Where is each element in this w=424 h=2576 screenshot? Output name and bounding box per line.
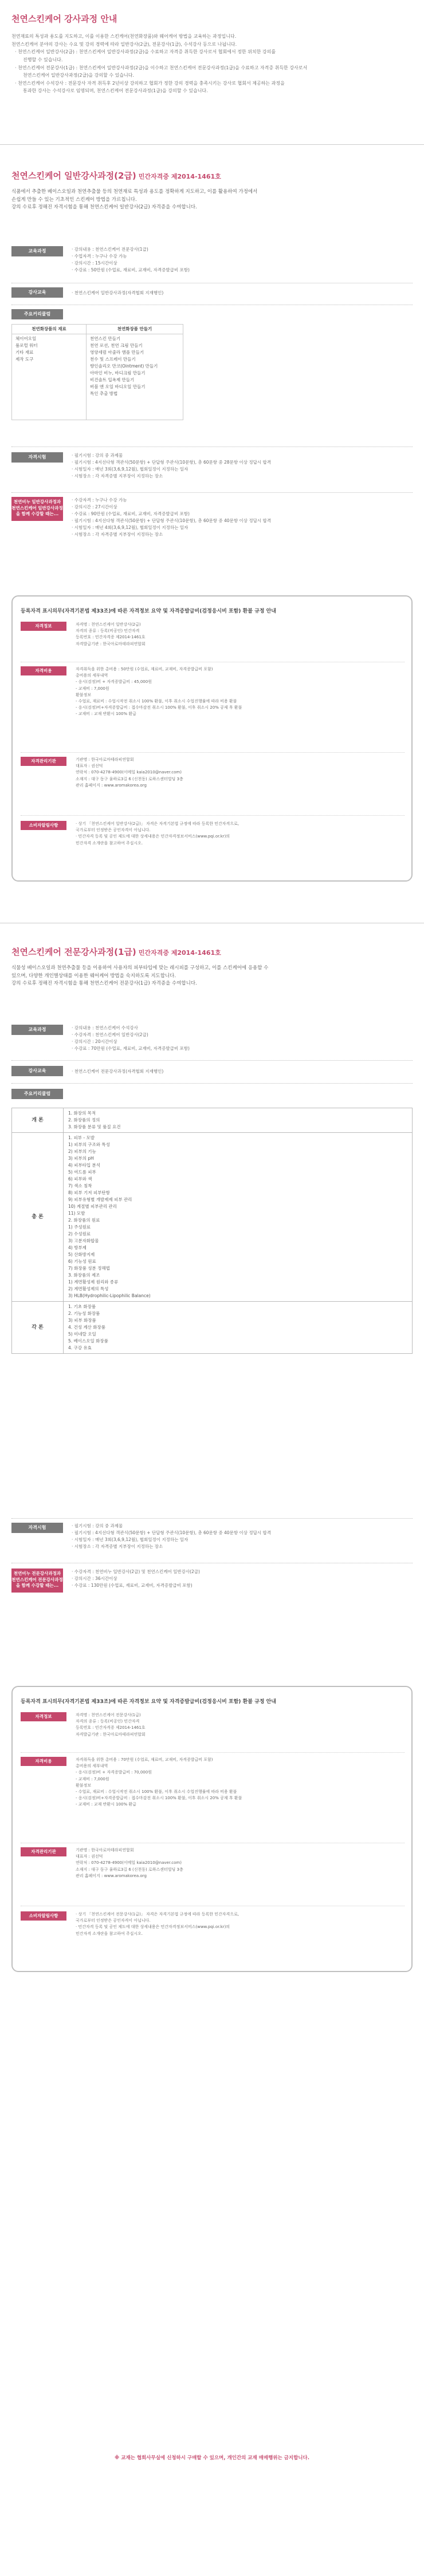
curriculum-item: 1) 피부의 구조와 특성 [68, 1142, 110, 1147]
cert-info-line: 자격의 종류 : 등록(비공인) 민간자격 [76, 629, 140, 634]
cert-cost-line: 총비용의 세부내역 [76, 673, 108, 678]
combo-line: · 수강료 : 90만원 (수업료, 재료비, 교재비, 자격증발급비 포함) [72, 511, 190, 516]
course2-edu-label: 교육과정 [11, 246, 63, 256]
exam-line: · 필기시험 : 4지선다형 객관식(50문항) + 단답형 주관식(10문항), 총 60문항 중 28문항 이상 정답시 합격 [72, 460, 271, 465]
exam-line: · 시험장소 : 각 자격증별 지부장이 지정하는 장소 [72, 473, 163, 479]
curriculum-row [12, 1302, 413, 1354]
edu-line: · 강의내용 : 천연스킨케어 수석강사 [72, 1025, 138, 1030]
curr-head-materials: 천연화장품의 재료 [12, 325, 87, 334]
row-divider [21, 1752, 405, 1753]
cert-info-line: 자격발급기관 : 한국아로마테라피연합회 [76, 641, 146, 646]
course1-edu-values [72, 1025, 413, 1052]
combo-line: · 시험장소 : 각 자격증별 지부장이 지정하는 장소 [72, 532, 163, 537]
course1-exam-row [11, 1523, 413, 1549]
course2-lecturer-value: · 천연스킨케어 일반강사과정(자격협회 지재행인) [72, 290, 164, 295]
exam-line: · 시험일자 : 매년 3회(3,6,9,12월), 협회일정이 지정하는 일자 [72, 1537, 189, 1542]
course1-exam-values [72, 1523, 413, 1550]
intro-line: · 천연스킨케어 일반강사(2급) : 천연스킨케어 일반강사과정(2급)을 수료하고 자격증 취득한 강사로서 협회에서 정한 위치한 강의를 [15, 49, 276, 55]
curriculum-row [12, 1133, 413, 1302]
cert-notice-row [21, 821, 405, 867]
cert-info-row [21, 622, 405, 662]
cert-box-title: 등록자격 표시의무(자격기본법 제33조)에 따른 자격정보 요약 및 자격증발급비(검정응시비 포함) 환불 규정 안내 [21, 609, 276, 614]
curriculum-item: 4) 방부제 [68, 1245, 87, 1250]
cert-cost-line: - 응시(검정)비 + 자격증발급비 : 70,000원 [76, 1770, 152, 1775]
course1-edu-row [11, 1025, 413, 1051]
combo-line: · 강의시간 : 36시간이상 [72, 1576, 117, 1581]
curriculum-category: 개 론 [12, 1108, 64, 1133]
curriculum-item: 4) 피부타입 분석 [68, 1163, 100, 1168]
curriculum-item: 1. 기초 화장품 [68, 1304, 96, 1309]
cert-notice-label: 소비자알림사항 [21, 821, 66, 830]
cert-cost-label: 자격비용 [21, 666, 66, 675]
intro-line: 천연재료의 특성과 용도를 지도하고, 이를 이용한 스킨케어(천연화장품)와 웨어케어 방법을 교육하는 과정입니다. [11, 34, 237, 39]
curriculum-item: 6) 피부와 색 [68, 1176, 92, 1182]
curriculum-item: 2) 계면활성제의 특성 [68, 1286, 109, 1291]
cert-info-line: 자격발급기관 : 한국아로마테라피연합회 [76, 1732, 146, 1737]
cert-cost-line: - 수업료, 재료비 : 수업시작전 취소시 100% 환불, 이후 취소시 수업진행률에 따라 비용 환불 [76, 1789, 237, 1794]
course1-header [11, 946, 413, 988]
cert-notice-line: · 상기 「천연스킨케어 전문강사(1급)」 자격은 자격기본법 규정에 따라 등록한 민간자격으로, [76, 1912, 240, 1917]
exam-line: · 필기시험 : 4지선다형 객관식(50문항) + 단답형 주관식(10문항), 총 60문항 중 40문항 이상 정답시 합격 [72, 1530, 271, 1535]
desc-line: 식물성 베이스오일과 천연추출물 등을 이용하여 사용자의 피부타입에 맞는 레시피를 구성하고, 이를 스킨케어에 응용할 수 [11, 965, 269, 971]
combo-line: · 시험일자 : 매년 4회(3,6,9,12월), 협회일정이 지정하는 일자 [72, 525, 189, 530]
cert-org-line: 소재지 : 대구 동구 율하로3길 6 (신천동) 로하스센터빌딩 3층 [76, 1867, 183, 1872]
cert-info-line: 자격명 : 천연스킨케어 일반강사(2급) [76, 622, 141, 627]
course1-cert: 민간자격증 제2014-1461호 [138, 949, 221, 957]
intro-line: 천연스킨케어 일반강사과정(2급)을 강의할 수 있습니다. [23, 73, 135, 78]
curriculum-item: 9) 피부유형별 개발제제 피부 관리 [68, 1197, 132, 1202]
cert-org-line: 관리 홈페이지 : www.aromakorea.org [76, 783, 147, 788]
curriculum-item: 5) 산화방지제 [68, 1252, 95, 1257]
course1-curriculum-row [11, 1089, 413, 1099]
course2-edu-row [11, 246, 413, 272]
intro-line: · 천연스킨케어 전문강사(1급) : 천연스킨케어 일반강사과정(2급)을 이수하고 천연스킨케어 전문강사과정(1급)을 수료하고 자격증 취득한 강사로서 [15, 65, 308, 70]
intro-line: 진행할 수 있습니다. [23, 57, 63, 63]
cert-cost-line: - 수업료, 재료비 : 수업시작전 취소시 100% 환불, 이후 취소시 수업진행률에 따라 비용 환불 [76, 698, 237, 704]
cert-notice-row [21, 1911, 405, 1957]
intro-line: · 천연스킨케어 수석강사 : 전문강사 자격 취득후 2년이상 강의하고 협회가 정한 강의 경력을 충족시키는 강사로 협회서 제공하는 과정을 [15, 80, 285, 86]
course2-combo-label: 천연비누 일반강사과정과 천연스킨케어 일반강사과정을 함께 수강할 때는... [11, 497, 63, 521]
edu-line: · 강의시간 : 20시간이상 [72, 1039, 117, 1044]
curriculum-item: 1. 피부 - 모발 [68, 1135, 95, 1140]
cert-org-row [21, 1847, 405, 1905]
curriculum-item: 1. 화장의 목적 [68, 1111, 96, 1116]
cert-info-values [76, 1712, 405, 1738]
curr-making-list [87, 334, 183, 420]
exam-line: · 시험장소 : 각 자격증별 지부장이 지정하는 장소 [72, 1544, 163, 1549]
cert-org-line: 기관명 : 한국아로마테라피연합회 [76, 1848, 134, 1852]
curr-making-item: 천수 및 스프레이 만들기 [90, 357, 136, 362]
cert-org-values [76, 1847, 405, 1879]
curriculum-item: 4. 건성 계산 화장품 [68, 1325, 106, 1330]
curriculum-items [64, 1133, 413, 1302]
cert-org-label: 자격관리기관 [21, 1847, 66, 1856]
curr-material-item: 기타 재료 [15, 350, 34, 355]
cert-cost-line: 환불정보 [76, 1783, 92, 1788]
combo-line: · 수강료 : 130만원 (수업료, 재료비, 교재비, 자격증발급비 포함) [72, 1583, 193, 1588]
course1-edu-label: 교육과정 [11, 1025, 63, 1035]
course2-combo-row [11, 497, 413, 537]
row-divider [11, 492, 413, 493]
course1-lecturer-row [11, 1066, 413, 1076]
curriculum-item: 2. 화장품의 정의 [68, 1117, 100, 1123]
exam-line: · 필기시험 : 강의 중 과제물 [72, 1523, 123, 1528]
curriculum-item: 2) 피부의 기능 [68, 1149, 96, 1154]
cert-cost-row [21, 1757, 405, 1843]
curr-making-item: 버블 앤 오일 바디오일 만들기 [90, 384, 146, 389]
intro-section [0, 0, 424, 95]
curriculum-item: 10) 계절별 피부관리 관리 [68, 1204, 117, 1209]
curr-making-item: 특인 추출 방법 [90, 391, 118, 396]
cert-org-label: 자격관리기관 [21, 757, 66, 766]
curriculum-items [64, 1108, 413, 1133]
course1-combo-label: 천연비누 전문강사과정과 천연스킨케어 전문강사과정을 함께 수강할 때는... [11, 1568, 63, 1593]
curr-making-item: 천연 로션, 천연 크림 만들기 [90, 343, 143, 348]
cert-org-line: 연락처 : 070-4278-4900(이메일 kaia2010@naver.com) [76, 770, 182, 775]
cert-cost-line: - 교재비 : 7,000원 [76, 1776, 109, 1781]
curr-materials-list [12, 334, 87, 420]
course2-curriculum-table [11, 324, 183, 420]
desc-line: 있으며, 다양한 개인별상태를 이용한 웨어케어 방법을 숙지하도록 지도합니다. [11, 973, 176, 979]
cert-cost-line: - 교재비 : 7,000원 [76, 686, 109, 691]
combo-line: · 수강자격 : 누구나 수강 가능 [72, 497, 127, 503]
cert-box-title: 등록자격 표시의무(자격기본법 제33조)에 따른 자격정보 요약 및 자격증발급비(검정응시비 포함) 환불 규정 안내 [21, 1699, 276, 1705]
curr-head-making: 천연화장품 만들기 [87, 325, 183, 334]
course1-title [11, 946, 413, 959]
combo-line: · 수강자격 : 천연비누 일반강사(2급) 및 천연스킨케어 일반강사(2급) [72, 1569, 200, 1574]
course2-exam-values [72, 452, 413, 480]
course1-curriculum-table [11, 1108, 413, 1354]
intro-text [11, 33, 413, 95]
cert-cost-line: 자격취득을 위한 총비용 : 70만원 (수업료, 재료비, 교재비, 자격증발급비 포함) [76, 1757, 213, 1762]
curriculum-item: 3. 화장품의 제조 [68, 1273, 100, 1278]
cert-info-label: 자격정보 [21, 622, 66, 631]
course2-header [11, 169, 413, 212]
cert-cost-line: 환불정보 [76, 692, 92, 697]
cert-cost-line: - 응시(검정)비+자격증발급비 : 접수마감전 취소시 100% 환불, 이후 취소시 20% 공제 후 환불 [76, 1796, 242, 1801]
edu-line: · 수강자격 : 천연스킨케어 일반강사(2급) [72, 1032, 148, 1037]
exam-line: · 시험일자 : 매년 3회(3,6,9,12월), 협회일정이 지정하는 일자 [72, 467, 189, 472]
course2-title [11, 169, 413, 183]
edu-line: · 수강료 : 70만원 (수업료, 재료비, 교재비, 자격증발급비 포함) [72, 1046, 190, 1051]
curr-making-item: 영양세럼 아줄라 앰플 만들기 [90, 350, 144, 355]
cert-cost-values [76, 1757, 405, 1808]
cert-info-line: 자격명 : 천연스킨케어 전문강사(1급) [76, 1713, 141, 1717]
cert-cost-line: - 응시(검정)비+자격증발급비 : 접수마감전 취소시 100% 환불, 이후 취소시 20% 공제 후 환불 [76, 705, 242, 710]
desc-line: 식품에서 추출한 베이스오일과 천연추출물 등의 천연재료 특성과 용도를 정확하게 지도하고, 이를 활용하여 가정에서 [11, 189, 258, 195]
cert-cost-line: - 교재비 : 교재 반환시 100% 환급 [76, 1802, 136, 1807]
desc-line: 손쉽게 만들 수 있는 기초적인 스킨케어 방법을 가르칩니다. [11, 196, 137, 203]
cert-org-line: 연락처 : 070-4278-4900(이메일 kaia2010@naver.com) [76, 1860, 182, 1866]
course1-combo-values [72, 1568, 413, 1589]
cert-info-box-2 [11, 595, 413, 882]
curr-making-item: 향인솔리오 만코(Ointment) 만들기 [90, 364, 158, 369]
cert-notice-line: 민간자격 소개란을 참고하여 주십시오. [76, 1931, 143, 1936]
cert-info-line: 등록번호 : 민간자격증 제2014-1461호 [76, 635, 146, 640]
course2-exam-row [11, 452, 413, 479]
curriculum-item: 3) 피부 화장품 [68, 1318, 96, 1323]
curriculum-item: 2. 기능성 화장품 [68, 1311, 100, 1316]
cert-notice-label: 소비자알림사항 [21, 1911, 66, 1921]
curr-making-item: 비건솔트 입욕제 만들기 [90, 377, 135, 382]
intro-line: 통과한 강사는 수석강사로 임명되며, 천연스킨케어 전문강사과정(1급)을 강의할 수 있습니다. [23, 88, 208, 94]
row-divider [11, 1060, 413, 1061]
curriculum-item: 8) 피부 기저 피부탄함 [68, 1190, 110, 1195]
course1-lecturer-value: · 천연스킨케어 전문강사과정(자격협회 지재행인) [72, 1069, 164, 1074]
curriculum-category: 총 론 [12, 1133, 64, 1302]
course1-title-text: 천연스킨케어 전문강사과정(1급) [11, 947, 136, 957]
cert-cost-line: - 응시(검정)비 + 자격증발급비 : 45,000원 [76, 679, 152, 685]
cert-notice-values [76, 821, 405, 847]
course2-cert: 민간자격증 제2014-1461호 [138, 173, 221, 180]
cert-info-row [21, 1712, 405, 1752]
footnote: ※ 교재는 협회사무실에 신청하시 구매할 수 있으며, 개인간의 교재 매매행위는 금지합니다. [115, 2455, 309, 2461]
course1-combo-row [11, 1568, 413, 1593]
edu-line: · 강의시간 : 15시간이상 [72, 260, 117, 266]
curriculum-item: 6) 기능성 원료 [68, 1259, 96, 1264]
desc-line: 강의 수료후 정해진 자격시험을 통해 천연스킨케어 전문강사(1급) 자격증을 수여합니다. [11, 981, 197, 987]
intro-line: 천연스킨케어 분야의 강사는 수요 및 강의 경력에 따라 일반강사(2급), 전문강사(1급), 수석강사 등으로 나뉩니다. [11, 41, 237, 47]
course2-curriculum-row [11, 309, 413, 420]
curriculum-item: 3. 화장품 분류 및 품질 요건 [68, 1124, 121, 1129]
cert-info-label: 자격정보 [21, 1712, 66, 1721]
row-divider [11, 1518, 413, 1519]
cert-notice-line: 국가로부터 인정받은 공인자격이 아닙니다. [76, 828, 151, 833]
cert-notice-values [76, 1911, 405, 1937]
cert-notice-line: · 상기 「천연스킨케어 일반강사(2급)」 자격은 자격기본법 규정에 따라 등록한 민간자격으로, [76, 821, 240, 826]
edu-line: · 강의내용 : 천연스킨케어 전문강사(1급) [72, 247, 148, 252]
edu-line: · 수강료 : 50만원 (수업료, 재료비, 교재비, 자격증발급비 포함) [72, 267, 190, 272]
cert-cost-label: 자격비용 [21, 1757, 66, 1766]
cert-info-line: 자격의 종류 : 등록(비공인) 민간자격 [76, 1719, 140, 1724]
cert-cost-line: - 교재비 : 교재 반환시 100% 환급 [76, 712, 136, 717]
curriculum-item: 3) HLB(Hydrophilic-Lipophilic Balance) [68, 1293, 151, 1298]
curriculum-item: 7) 색소 침착 [68, 1183, 92, 1188]
course2-edu-values [72, 246, 413, 274]
curriculum-item: 5) 여드름 피부 [68, 1170, 96, 1175]
course2-title-text: 천연스킨케어 일반강사과정(2급) [11, 171, 136, 181]
exam-line: · 필기시험 : 강의 중 과제물 [72, 453, 123, 458]
cert-org-line: 대표자 : 권선덕 [76, 1854, 103, 1859]
cert-cost-row [21, 666, 405, 752]
curriculum-item: 1) 계면활성제 원리와 종류 [68, 1279, 119, 1285]
row-divider [11, 1083, 413, 1084]
curr-making-item: 아마인 비누, 바디크림 만들기 [90, 370, 146, 376]
curr-material-item: 품로럴 워터 [15, 343, 38, 348]
row-divider [21, 752, 405, 753]
cert-org-line: 대표자 : 권선덕 [76, 764, 103, 769]
combo-line: · 강의시간 : 27시간이상 [72, 504, 117, 509]
cert-cost-line: 자격취득을 위한 총비용 : 50만원 (수업료, 재료비, 교재비, 자격증발급비 포함) [76, 667, 213, 671]
cert-org-line: 기관명 : 한국아로마테라피연합회 [76, 757, 134, 762]
row-divider [21, 815, 405, 816]
course2-curriculum-label: 주요커리큘럼 [11, 309, 63, 319]
course2-exam-label: 자격시험 [11, 452, 63, 463]
course2-description [11, 188, 413, 212]
curriculum-item: 7) 화장품 성분 정해법 [68, 1266, 110, 1271]
cert-org-line: 관리 홈페이지 : www.aromakorea.org [76, 1873, 147, 1878]
curriculum-item: 3) 피부의 pH [68, 1156, 94, 1161]
cert-info-values [76, 622, 405, 647]
course1-lecturer-label: 강사교육 [11, 1066, 63, 1076]
cert-cost-line: 총비용의 세부내역 [76, 1764, 108, 1769]
cert-org-line: 소재지 : 대구 동구 율하로3길 6 (신천동) 로하스센터빌딩 3층 [76, 776, 183, 781]
curr-material-item: 제작 도구 [15, 357, 34, 362]
curriculum-item: 5) 미네랄 오일 [68, 1332, 96, 1337]
cert-notice-line: · 민간자격 등록 및 공인 제도에 대한 상세내용은 민간자격정보서비스(www.pqi.or.kr)의 [76, 1925, 230, 1930]
curriculum-item: 2. 화장품의 원료 [68, 1218, 100, 1223]
cert-notice-line: · 민간자격 등록 및 공인 제도에 대한 상세내용은 민간자격정보서비스(www.pqi.or.kr)의 [76, 834, 230, 839]
curriculum-item: 11) 모발 [68, 1211, 85, 1216]
course2-combo-values [72, 497, 413, 538]
cert-info-line: 등록번호 : 민간자격증 제2014-1461호 [76, 1725, 146, 1730]
course1-description [11, 965, 413, 988]
curriculum-item: 5. 베이스오일 화장품 [68, 1338, 108, 1344]
course2-lecturer-label: 강사교육 [11, 287, 63, 298]
course1-exam-label: 자격시험 [11, 1523, 63, 1533]
curriculum-item: 2) 수성원료 [68, 1231, 91, 1236]
section-divider [0, 144, 424, 145]
curr-making-item: 천연스킨 만들기 [90, 336, 121, 341]
cert-org-values [76, 757, 405, 789]
combo-line: · 필기시험 : 4지선다형 객관식(50문항) + 단답형 주관식(10문항), 총 60문항 중 40문항 이상 정답시 합격 [72, 518, 271, 523]
cert-notice-line: 민간자격 소개란을 참고하여 주십시오. [76, 840, 143, 846]
curriculum-items [64, 1302, 413, 1354]
cert-org-row [21, 757, 405, 814]
curr-material-item: 체이어오일 [15, 336, 37, 341]
curriculum-item: 4. 구강 유효 [68, 1345, 92, 1350]
intro-title: 천연스킨케어 강사과정 안내 [11, 14, 117, 24]
cert-cost-values [76, 666, 405, 718]
cert-notice-line: 국가로부터 인정받은 공인자격이 아닙니다. [76, 1918, 151, 1923]
course1-curriculum-label: 주요커리큘럼 [11, 1089, 63, 1099]
curriculum-row [12, 1108, 413, 1133]
edu-line: · 수업자격 : 누구나 수강 가능 [72, 254, 127, 259]
desc-line: 강의 수료후 정해진 자격시험을 통해 천연스킨케어 일반강사(2급) 자격증을 수여합니다. [11, 204, 197, 211]
curriculum-item: 1) 주성원료 [68, 1224, 91, 1230]
cert-info-box-1 [11, 1686, 413, 1972]
course2-lecturer-row [11, 287, 413, 298]
curriculum-item: 3) 고분자화합물 [68, 1238, 99, 1243]
curriculum-category: 각 론 [12, 1302, 64, 1354]
